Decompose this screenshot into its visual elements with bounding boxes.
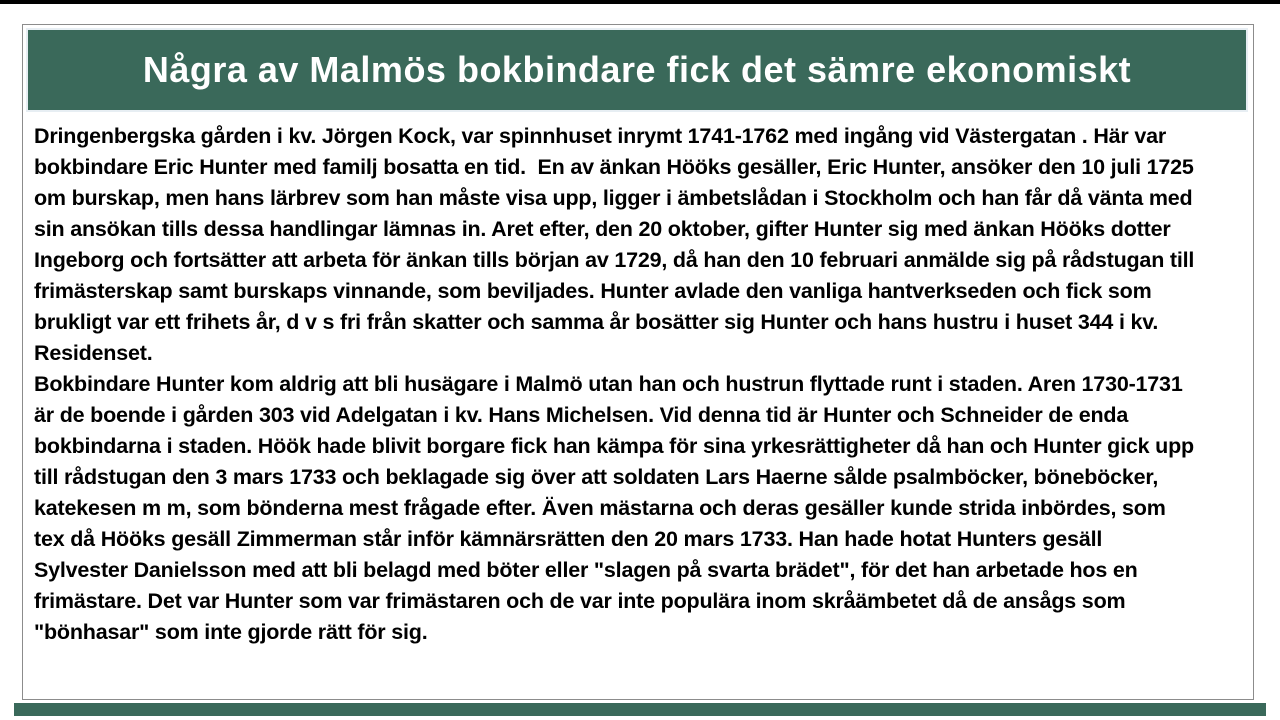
footer-bar [14, 703, 1266, 716]
slide-title-banner [26, 28, 1248, 112]
text-line: bokbindarna i staden. Höök hade blivit borgare fick han kämpa för sina yrkesrättigheter då han och Hunter gick upp [34, 434, 1194, 458]
text-line: katekesen m m, som bönderna mest frågade efter. Även mästarna och deras gesäller kunde strida inbördes, som [34, 496, 1166, 520]
paragraph [34, 369, 1246, 648]
text-line: frimästare. Det var Hunter som var frimästaren och de var inte populära inom skråämbetet då de ansågs som [34, 589, 1126, 613]
text-line: Residenset. [34, 341, 153, 365]
text-line: tex då Hööks gesäll Zimmerman står inför kämnärsrätten den 20 mars 1733. Han hade hotat Hunters gesäll [34, 527, 1103, 551]
slide-frame [22, 24, 1254, 700]
text-line: brukligt var ett frihets år, d v s fri från skatter och samma år bosätter sig Hunter och hans hustru i huset 344 i kv. [34, 310, 1159, 334]
text-line: frimästerskap samt burskaps vinnande, som beviljades. Hunter avlade den vanliga hantverkseden och fick som [34, 279, 1152, 303]
paragraph [34, 121, 1246, 369]
text-line: sin ansökan tills dessa handlingar lämnas in. Aret efter, den 20 oktober, gifter Hunter sig med änkan Hööks dotter [34, 217, 1171, 241]
text-line: om burskap, men hans lärbrev som han måste visa upp, ligger i ämbetslådan i Stockholm och han får då vänta med [34, 186, 1193, 210]
text-line: Bokbindare Hunter kom aldrig att bli husägare i Malmö utan han och hustrun flyttade runt i staden. Aren 1730-1731 [34, 372, 1183, 396]
text-line: Sylvester Danielsson med att bli belagd med böter eller "slagen på svarta brädet", för det han arbetade hos en [34, 558, 1138, 582]
top-border-bar [0, 0, 1280, 4]
text-line: "bönhasar" som inte gjorde rätt för sig. [34, 620, 428, 644]
text-line: Ingeborg och fortsätter att arbeta för änkan tills början av 1729, då han den 10 februari anmälde sig på rådstugan till [34, 248, 1195, 272]
text-line: till rådstugan den 3 mars 1733 och beklagade sig över att soldaten Lars Haerne sålde psalmböcker, böneböcker, [34, 465, 1159, 489]
page-title: Några av Malmös bokbindare fick det sämre ekonomiskt [142, 49, 1132, 90]
text-line: är de boende i gården 303 vid Adelgatan i kv. Hans Michelsen. Vid denna tid är Hunter och Schneider de enda [34, 403, 1129, 427]
body-text [34, 121, 1246, 687]
text-line: bokbindare Eric Hunter med familj bosatta en tid. En av änkan Hööks gesäller, Eric Hunter, ansöker den 10 juli 1725 [34, 155, 1194, 179]
text-line: Dringenbergska gården i kv. Jörgen Kock, var spinnhuset inrymt 1741-1762 med ingång vid Västergatan . Här var [34, 124, 1167, 148]
